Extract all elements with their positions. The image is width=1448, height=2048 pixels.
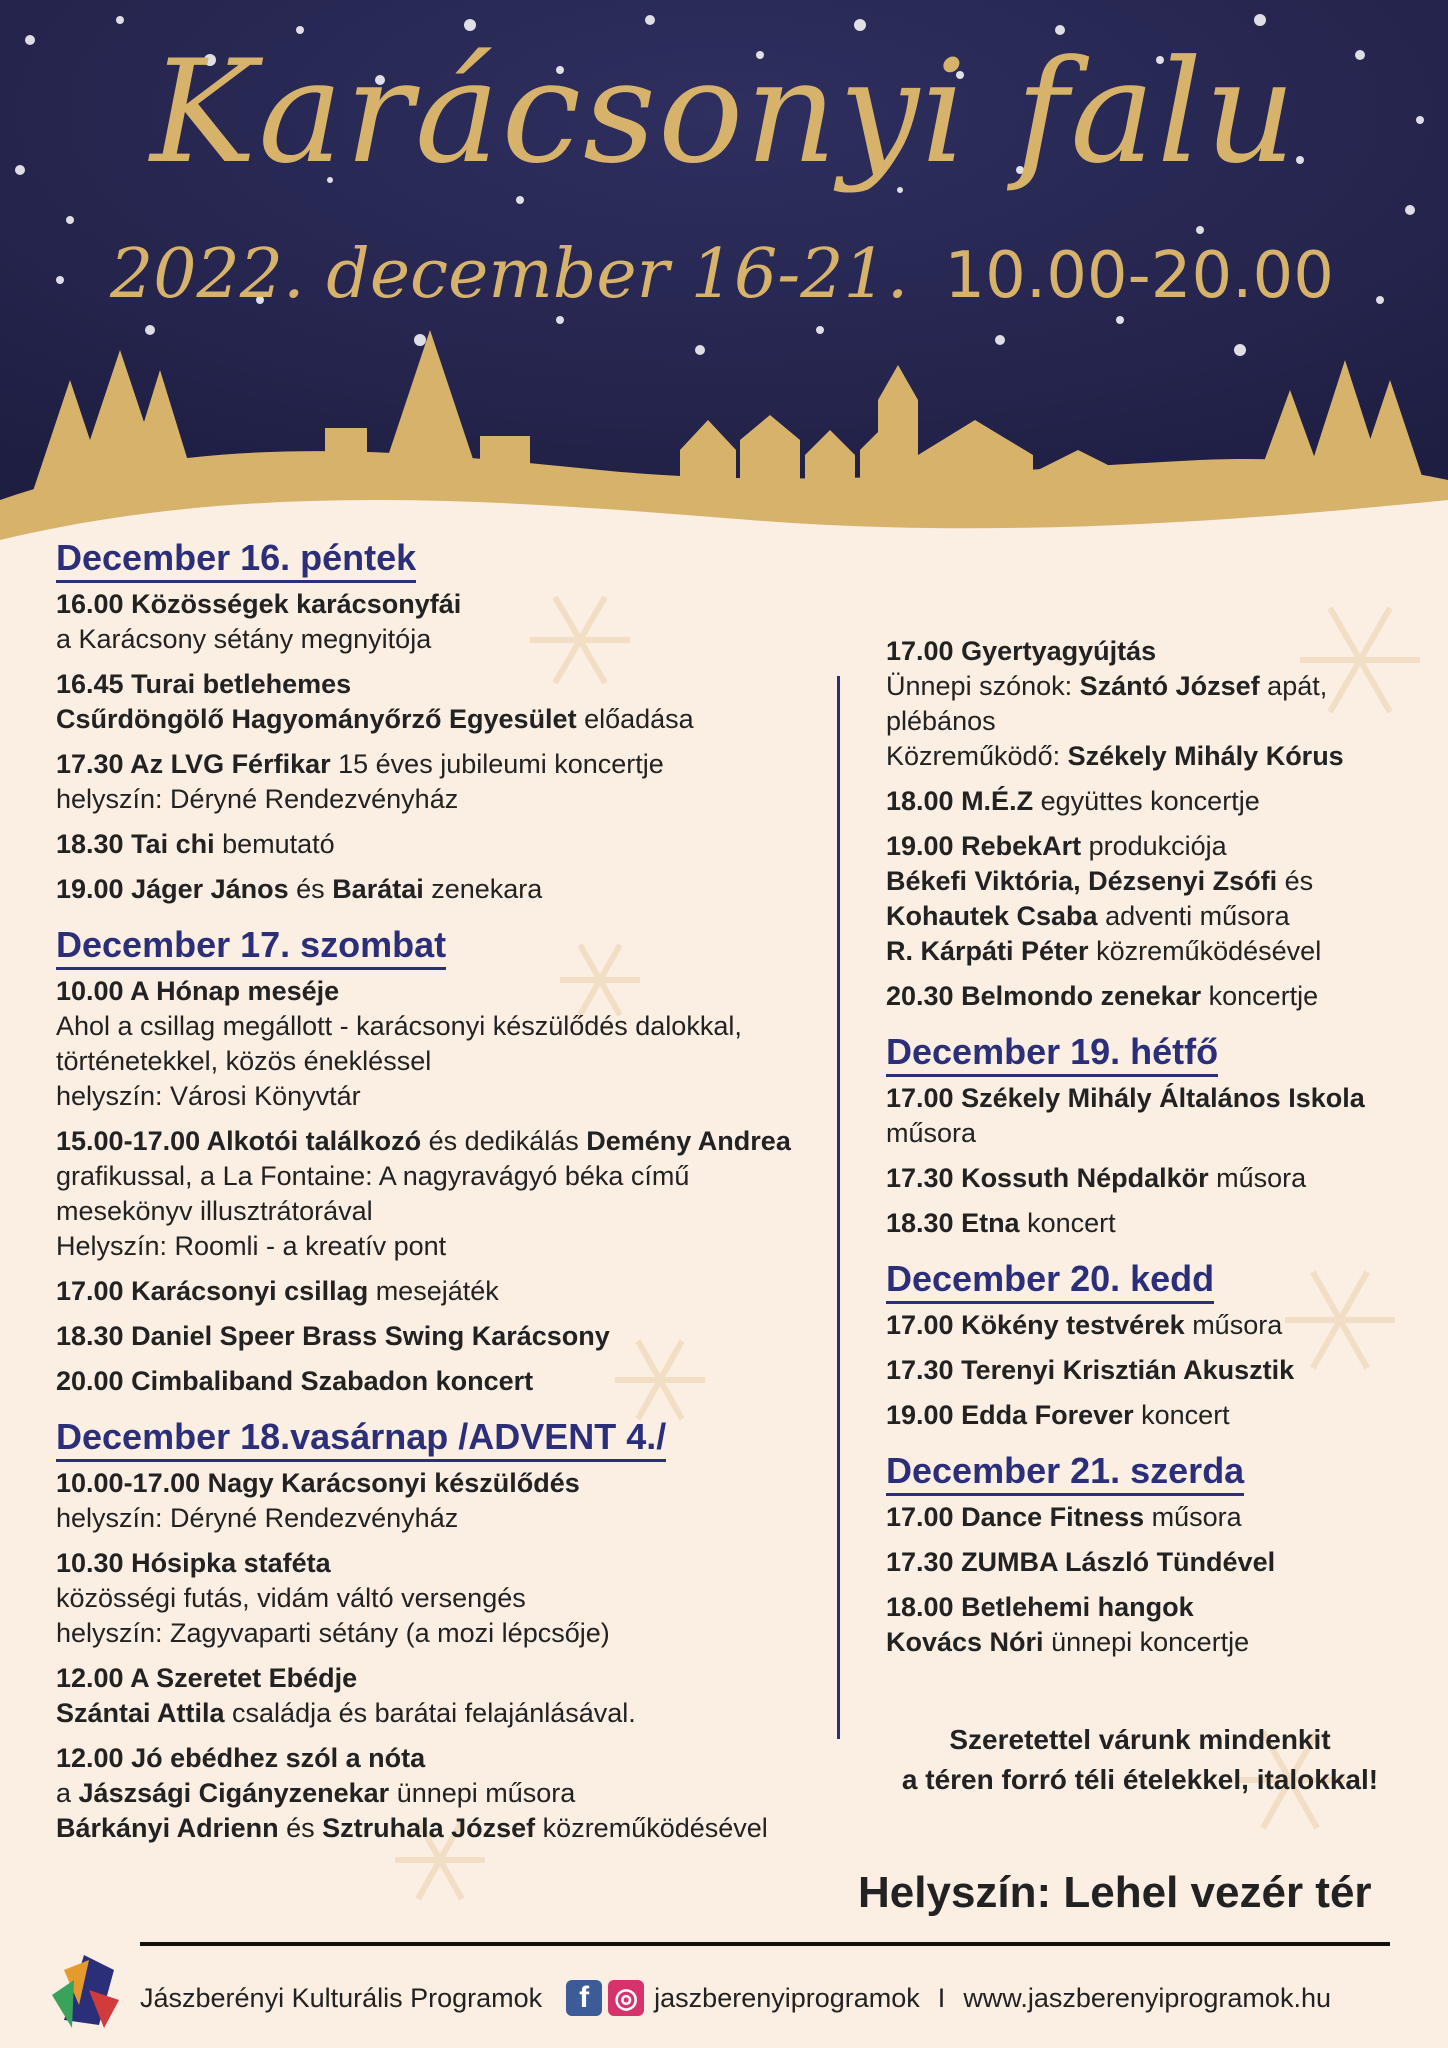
event-item: 17.00 Dance Fitness műsora (886, 1502, 1242, 1532)
event-item: 16.00 Közösségek karácsonyfái a Karácsony sétány megnyitója (56, 589, 462, 654)
event-item: 17.00 Gyertyagyújtás Ünnepi szónok: Szántó József apát, plébános Közreműködő: Székely Mihály Kórus (886, 636, 1344, 771)
poster-title: Karácsonyi falu (150, 30, 1298, 195)
event-item: 19.00 RebekArt produkciója Békefi Viktória, Dézsenyi Zsófi és Kohautek Csaba adventi műsora R. Kárpáti Péter közreműködésével (886, 831, 1322, 966)
event-item: 10.00-17.00 Nagy Karácsonyi készülődés helyszín: Déryné Rendezvényház (56, 1468, 580, 1533)
event-item: 17.00 Székely Mihály Általános Iskola műsora (886, 1083, 1365, 1148)
opening-hours: 10.00-20.00 (944, 239, 1334, 313)
event-item: 17.00 Karácsonyi csillag mesejáték (56, 1276, 499, 1306)
day-heading-dec16: December 16. péntek (56, 536, 416, 583)
event-item: 20.30 Belmondo zenekar koncertje (886, 981, 1319, 1011)
day-heading-dec20: December 20. kedd (886, 1257, 1214, 1304)
event-item: 16.45 Turai betlehemes Csűrdöngölő Hagyományőrző Egyesület előadása (56, 669, 694, 734)
program-left-column (56, 530, 846, 1856)
event-item: 10.00 A Hónap meséje Ahol a csillag megállott - karácsonyi készülődés dalokkal, történetekkel, közös énekléssel helyszín: Városi Könyvtár (56, 976, 742, 1111)
event-item: 20.00 Cimbaliband Szabadon koncert (56, 1366, 534, 1396)
social-handle[interactable]: jaszberenyiprogramok (654, 1982, 920, 2013)
event-item: 17.30 Terenyi Krisztián Akusztik (886, 1355, 1295, 1385)
event-item: 18.00 M.É.Z együttes koncertje (886, 786, 1260, 816)
facebook-icon[interactable]: f (566, 1980, 602, 2016)
event-item: 15.00-17.00 Alkotói találkozó és dedikálás Demény Andrea grafikussal, a La Fontaine: A nagyravágyó béka című mesekönyv illusztrátorával Helyszín: Roomli - a kreatív pont (56, 1126, 791, 1261)
event-item: 17.00 Kökény testvérek műsora (886, 1310, 1283, 1340)
day-heading-dec18: December 18.vasárnap /ADVENT 4./ (56, 1415, 666, 1462)
footer (140, 1978, 1410, 2018)
event-item: 17.30 Kossuth Népdalkör műsora (886, 1163, 1307, 1193)
invitation-text: Szeretettel várunk mindenkit a téren forró téli ételekkel, italokkal! (901, 1724, 1379, 1795)
day-heading-dec19: December 19. hétfő (886, 1030, 1218, 1077)
event-item: 19.00 Jáger János és Barátai zenekara (56, 874, 543, 904)
footer-rule (140, 1942, 1390, 1946)
day-heading-dec21: December 21. szerda (886, 1449, 1244, 1496)
event-item: 18.00 Betlehemi hangok Kovács Nóri ünnepi koncertje (886, 1592, 1250, 1657)
event-item: 18.30 Tai chi bemutató (56, 829, 335, 859)
event-item: 12.00 Jó ebédhez szól a nóta a Jászsági Cigányzenekar ünnepi műsora Bárkányi Adrienn és Sztruhala József közreműködésével (56, 1743, 768, 1843)
event-item: 12.00 A Szeretet Ebédje Szántai Attila családja és barátai felajánlásával. (56, 1663, 636, 1728)
website-link[interactable]: www.jaszberenyiprogramok.hu (963, 1982, 1331, 2013)
organizer-name: Jászberényi Kulturális Programok (140, 1982, 543, 2013)
event-item: 18.30 Etna koncert (886, 1208, 1116, 1238)
day-heading-dec17: December 17. szombat (56, 923, 446, 970)
organizer-logo (44, 1950, 124, 2030)
date-range: 2022. december 16-21. (110, 235, 909, 314)
footer-separator: I (937, 1982, 946, 2013)
event-item: 18.30 Daniel Speer Brass Swing Karácsony (56, 1321, 610, 1351)
instagram-icon[interactable]: ◎ (608, 1980, 644, 2016)
venue-label: Helyszín: Lehel vezér tér (858, 1868, 1372, 1917)
program-right-column (886, 634, 1406, 1670)
event-dates (110, 235, 1360, 314)
event-item: 10.30 Hósipka staféta közösségi futás, vidám váltó versengés helyszín: Zagyvaparti sétány (a mozi lépcsője) (56, 1548, 610, 1648)
event-item: 19.00 Edda Forever koncert (886, 1400, 1230, 1430)
event-item: 17.30 Az LVG Férfikar 15 éves jubileumi koncertje helyszín: Déryné Rendezvényház (56, 749, 664, 814)
event-item: 17.30 ZUMBA László Tündével (886, 1547, 1276, 1577)
